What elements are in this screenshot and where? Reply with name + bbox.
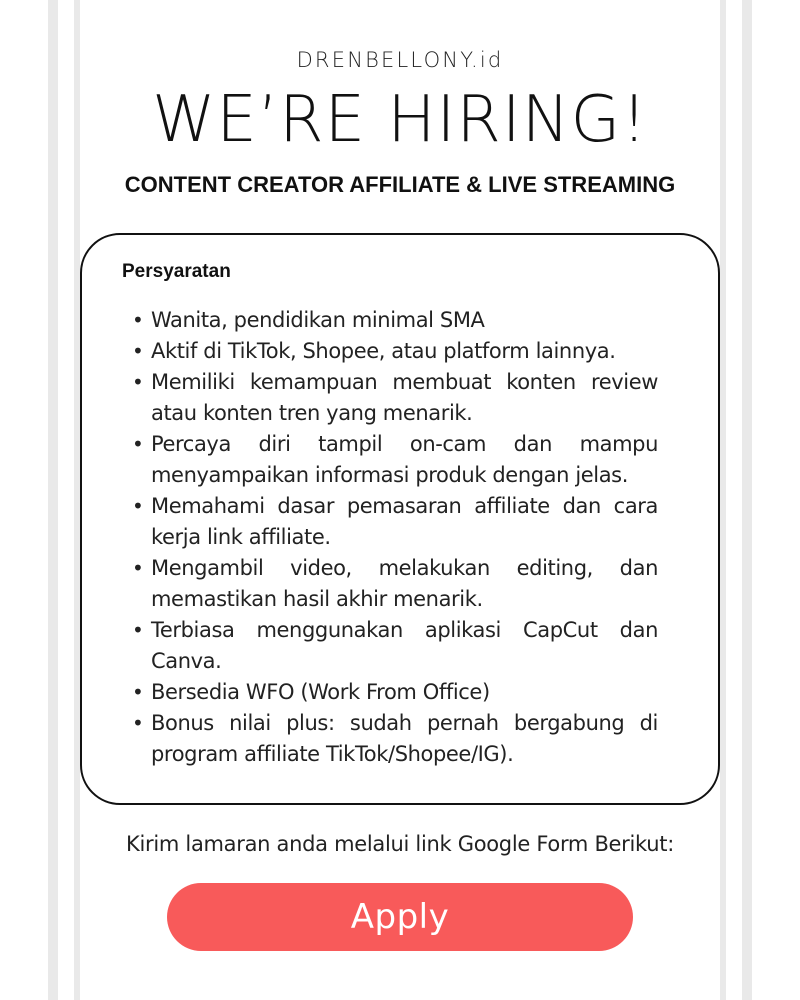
brand-name: DRENBELLONY.id	[296, 48, 504, 72]
list-item: • Bersedia WFO (Work From Office)	[122, 677, 658, 708]
apply-button[interactable]: Apply	[167, 883, 633, 951]
list-item: • Terbiasa menggunakan aplikasi CapCut dan Canva.	[122, 615, 658, 677]
requirements-list	[122, 305, 658, 770]
list-item: • Memahami dasar pemasaran affiliate dan cara kerja link affiliate.	[122, 491, 658, 553]
list-item: • Bonus nilai plus: sudah pernah bergabung di program affiliate TikTok/Shopee/IG).	[122, 708, 658, 770]
requirements-card	[80, 233, 720, 805]
list-item: • Aktif di TikTok, Shopee, atau platform lainnya.	[122, 336, 658, 367]
list-item: • Wanita, pendidikan minimal SMA	[122, 305, 658, 336]
requirements-title: Persyaratan	[122, 261, 231, 282]
headline: WE’RE HIRING!	[152, 83, 648, 157]
list-item: • Memiliki kemampuan membuat konten review atau konten tren yang menarik.	[122, 367, 658, 429]
list-item: • Percaya diri tampil on-cam dan mampu menyampaikan informasi produk dengan jelas.	[122, 429, 658, 491]
instruction-text: Kirim lamaran anda melalui link Google Form Berikut:	[126, 832, 674, 856]
list-item: • Mengambil video, melakukan editing, dan memastikan hasil akhir menarik.	[122, 553, 658, 615]
job-title: CONTENT CREATOR AFFILIATE & LIVE STREAMING	[124, 172, 676, 197]
